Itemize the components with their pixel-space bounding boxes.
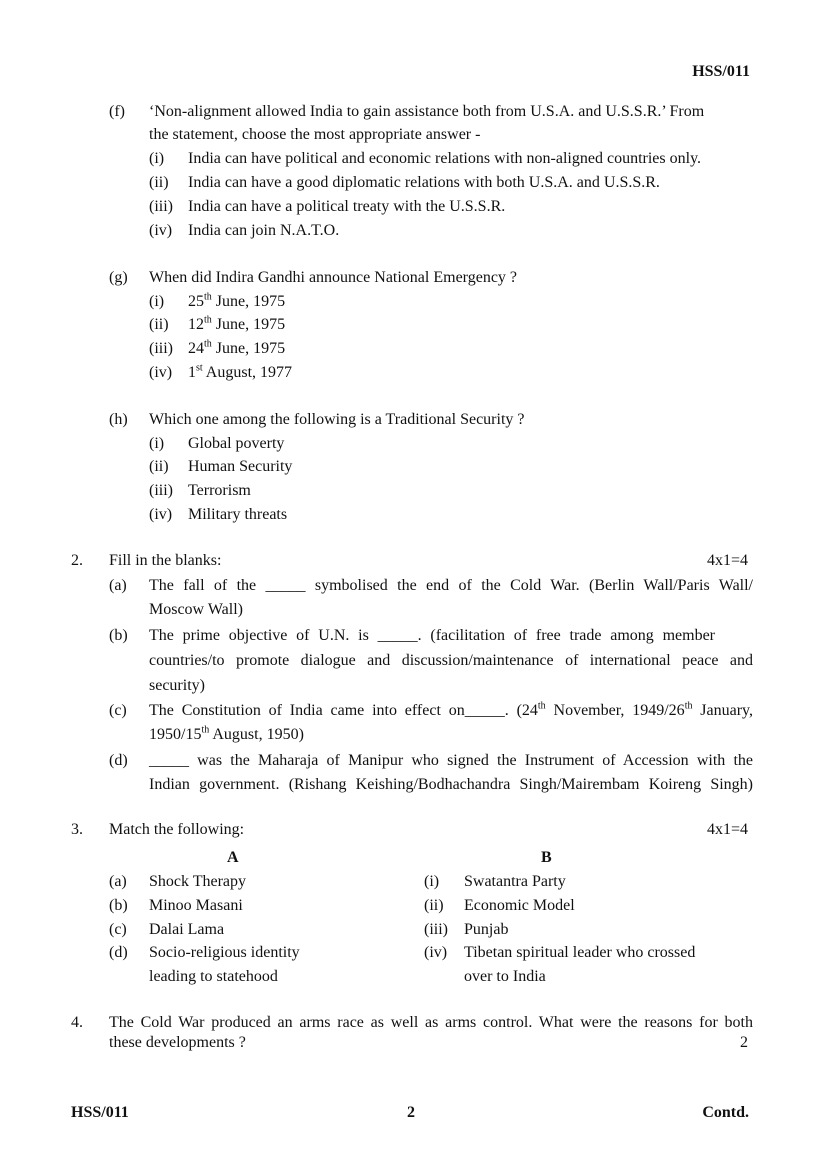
q3-row-b-num: (ii) (424, 897, 444, 914)
date-day: 24 (188, 340, 204, 357)
q3-row-a-text: Minoo Masani (149, 897, 243, 914)
date-day: 12 (188, 316, 204, 333)
q1g-option-text (188, 290, 285, 314)
q4-marks: 2 (740, 1034, 748, 1051)
q1h-option-text: Global poverty (188, 435, 285, 452)
q1f-option-num: (iv) (149, 222, 173, 239)
q3-column-a-heading: A (227, 849, 239, 866)
q3-row-a-num: (d) (109, 944, 128, 961)
q3-row-a-num: (a) (109, 873, 127, 890)
q1g-option-num: (iv) (149, 364, 173, 381)
q2-title: Fill in the blanks: (109, 552, 222, 569)
q3-row-a-text: Dalai Lama (149, 921, 225, 938)
q2a-label: (a) (109, 577, 127, 594)
q2d-line2: Indian government. (Rishang Keishing/Bodhachandra Singh/Mairembam Koireng Singh) (149, 776, 753, 793)
q4-line1: The Cold War produced an arms race as well as arms control. What were the reasons for both (109, 1014, 753, 1031)
q2d-line1: _____ was the Maharaja of Manipur who signed the Instrument of Accession with the (149, 752, 753, 769)
q1h-option-text: Military threats (188, 506, 288, 523)
q3-row-b-num: (iv) (424, 944, 448, 961)
q3-row-b-text: Punjab (464, 921, 509, 938)
date-suffix: th (204, 338, 212, 350)
q2b-line1: The prime objective of U.N. is _____. (facilitation of free trade among member (149, 627, 715, 644)
q3-row-b-text: Swatantra Party (464, 873, 566, 890)
q1h-option-num: (i) (149, 435, 165, 452)
q1f-option-text: India can have political and economic relations with non-aligned countries only. (188, 150, 702, 167)
q4-line2: these developments ? (109, 1034, 246, 1051)
q2c-label: (c) (109, 702, 127, 719)
q1g-option-text (188, 313, 285, 337)
date-rest: August, 1977 (202, 364, 293, 381)
q1g-option-num: (iii) (149, 340, 173, 357)
q2a-line2: Moscow Wall) (149, 601, 243, 618)
date-rest: June, 1975 (211, 293, 286, 310)
q1g-option-text (188, 337, 285, 361)
q2a-line1: The fall of the _____ symbolised the end of the Cold War. (Berlin Wall/Paris Wall/ (149, 577, 753, 594)
q1h-label: (h) (109, 411, 128, 428)
date-suffix: th (201, 724, 210, 736)
q3-row-a-text: Socio-religious identity (149, 944, 300, 961)
q3-row-a-num: (b) (109, 897, 128, 914)
q2c-text: August, 1950) (209, 726, 304, 743)
q2c-text: November, 1949/26 (545, 702, 685, 719)
q3-row-b-text-cont: over to India (464, 968, 546, 985)
q2-marks: 4x1=4 (706, 552, 748, 569)
date-suffix: th (204, 291, 212, 303)
date-suffix: st (196, 362, 203, 374)
q1g-option-text (188, 361, 292, 385)
q1f-text-line2: the statement, choose the most appropriate answer - (149, 126, 481, 143)
q2b-line3: security) (149, 677, 205, 694)
q2c-text: The Constitution of India came into effect on_____. (24 (149, 702, 538, 719)
date-rest: June, 1975 (211, 316, 286, 333)
q2c-text: 1950/15 (149, 726, 202, 743)
date-rest: June, 1975 (211, 340, 286, 357)
q3-row-b-text: Economic Model (464, 897, 575, 914)
date-suffix: th (204, 314, 212, 326)
q1g-text: When did Indira Gandhi announce National Emergency ? (149, 269, 518, 286)
q3-row-a-num: (c) (109, 921, 127, 938)
q1h-option-num: (iv) (149, 506, 173, 523)
footer-code: HSS/011 (71, 1104, 129, 1121)
q1f-option-text: India can have a good diplomatic relations with both U.S.A. and U.S.S.R. (188, 174, 660, 191)
q3-row-b-text: Tibetan spiritual leader who crossed (464, 944, 696, 961)
q3-row-a-text: Shock Therapy (149, 873, 247, 890)
q1f-option-text: India can join N.A.T.O. (188, 222, 340, 239)
q1f-option-num: (ii) (149, 174, 169, 191)
q1f-option-num: (i) (149, 150, 165, 167)
q1g-option-num: (ii) (149, 316, 169, 333)
q1h-option-num: (ii) (149, 458, 169, 475)
q2b-label: (b) (109, 627, 128, 644)
q2-number: 2. (71, 552, 83, 569)
q1g-label: (g) (109, 269, 128, 286)
q3-row-b-num: (iii) (424, 921, 448, 938)
q1h-option-text: Terrorism (188, 482, 251, 499)
q2c-line2 (149, 723, 304, 747)
q2c-text: January, (692, 702, 754, 719)
page-number: 2 (407, 1104, 415, 1121)
q3-row-b-num: (i) (424, 873, 440, 890)
date-suffix: th (537, 700, 546, 712)
q1h-option-num: (iii) (149, 482, 173, 499)
q3-title: Match the following: (109, 821, 245, 838)
q1f-label: (f) (109, 103, 125, 120)
continued-label: Contd. (702, 1104, 749, 1121)
q1h-option-text: Human Security (188, 458, 293, 475)
q3-number: 3. (71, 821, 83, 838)
q2d-label: (d) (109, 752, 128, 769)
q3-row-a-text-cont: leading to statehood (149, 968, 278, 985)
q2c-line1 (149, 699, 753, 723)
q1f-option-num: (iii) (149, 198, 173, 215)
q3-marks: 4x1=4 (706, 821, 748, 838)
q1f-text-line1: ‘Non-alignment allowed India to gain assistance both from U.S.A. and U.S.S.R.’ From (149, 103, 705, 120)
date-day: 25 (188, 293, 204, 310)
date-suffix: th (684, 700, 693, 712)
q4-number: 4. (71, 1014, 83, 1031)
header-code: HSS/011 (692, 63, 750, 80)
q1g-option-num: (i) (149, 293, 165, 310)
q3-column-b-heading: B (541, 849, 552, 866)
date-day: 1 (188, 364, 196, 381)
q2b-line2: countries/to promote dialogue and discussion/maintenance of international peace and (149, 652, 753, 669)
q1f-option-text: India can have a political treaty with the U.S.S.R. (188, 198, 506, 215)
q1h-text: Which one among the following is a Traditional Security ? (149, 411, 525, 428)
